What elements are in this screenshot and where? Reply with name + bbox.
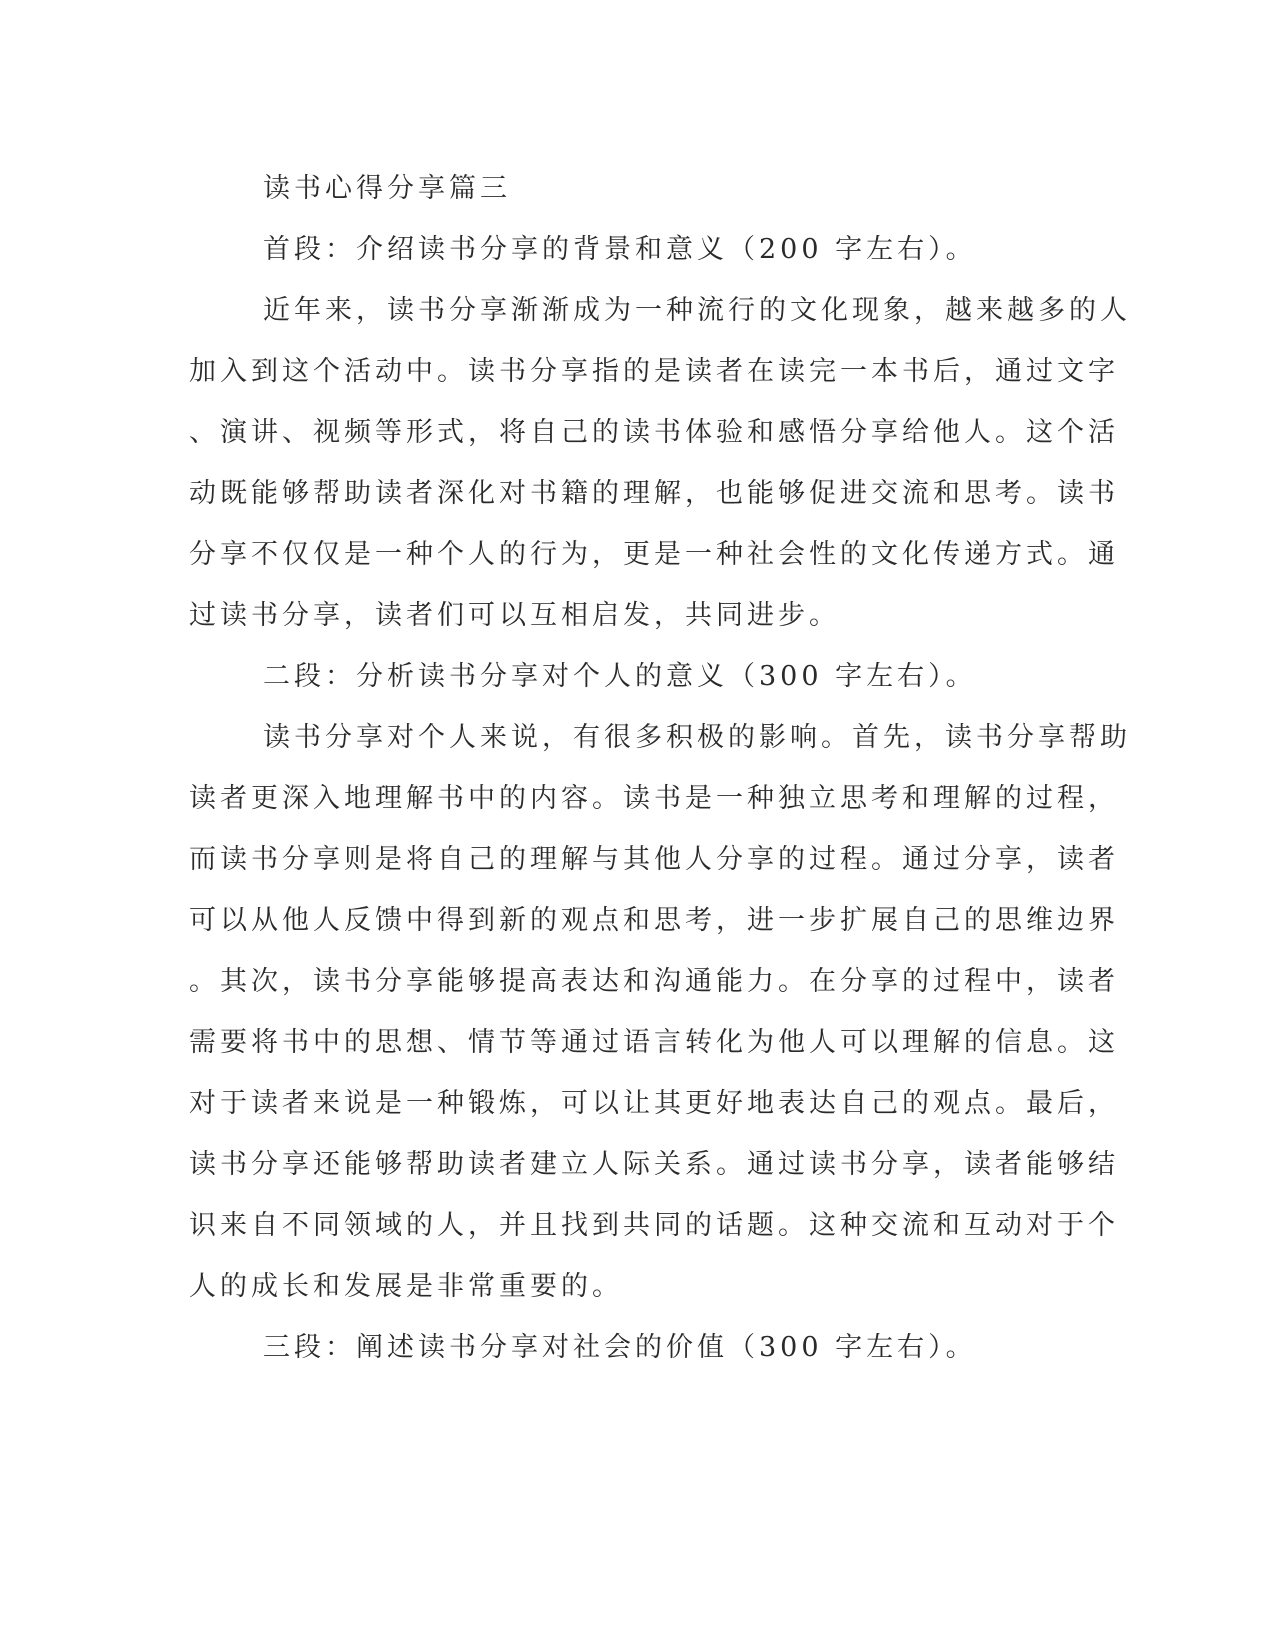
paragraph-line: 动既能够帮助读者深化对书籍的理解，也能够促进交流和思考。读书 <box>189 478 1119 509</box>
paragraph-line: 读书分享对个人来说，有很多积极的影响。首先，读书分享帮助 <box>263 722 1131 753</box>
paragraph-line: 、演讲、视频等形式，将自己的读书体验和感悟分享给他人。这个活 <box>189 417 1119 448</box>
section-heading: 首段：介绍读书分享的背景和意义（200 字左右）。 <box>263 234 977 265</box>
paragraph-line: 分享不仅仅是一种个人的行为，更是一种社会性的文化传递方式。通 <box>189 539 1119 570</box>
paragraph-line: 识来自不同领域的人，并且找到共同的话题。这种交流和互动对于个 <box>189 1210 1119 1241</box>
document-body <box>189 158 1131 1378</box>
paragraph-line: 过读书分享，读者们可以互相启发，共同进步。 <box>189 600 840 631</box>
paragraph-line: 人的成长和发展是非常重要的。 <box>189 1271 623 1302</box>
section-heading: 三段：阐述读书分享对社会的价值（300 字左右）。 <box>263 1332 977 1363</box>
paragraph-line: 读书分享还能够帮助读者建立人际关系。通过读书分享，读者能够结 <box>189 1149 1119 1180</box>
paragraph-line: 对于读者来说是一种锻炼，可以让其更好地表达自己的观点。最后， <box>189 1088 1119 1119</box>
paragraph-line: 读者更深入地理解书中的内容。读书是一种独立思考和理解的过程， <box>189 783 1119 814</box>
section-heading: 二段：分析读书分享对个人的意义（300 字左右）。 <box>263 661 977 692</box>
paragraph-line: 加入到这个活动中。读书分享指的是读者在读完一本书后，通过文字 <box>189 356 1119 387</box>
paragraph-line: 而读书分享则是将自己的理解与其他人分享的过程。通过分享，读者 <box>189 844 1119 875</box>
paragraph-line: 需要将书中的思想、情节等通过语言转化为他人可以理解的信息。这 <box>189 1027 1119 1058</box>
paragraph-line: 近年来，读书分享渐渐成为一种流行的文化现象，越来越多的人 <box>263 295 1131 326</box>
document-title: 读书心得分享篇三 <box>263 173 511 204</box>
paragraph-line: 。其次，读书分享能够提高表达和沟通能力。在分享的过程中，读者 <box>189 966 1119 997</box>
paragraph-line: 可以从他人反馈中得到新的观点和思考，进一步扩展自己的思维边界 <box>189 905 1119 936</box>
